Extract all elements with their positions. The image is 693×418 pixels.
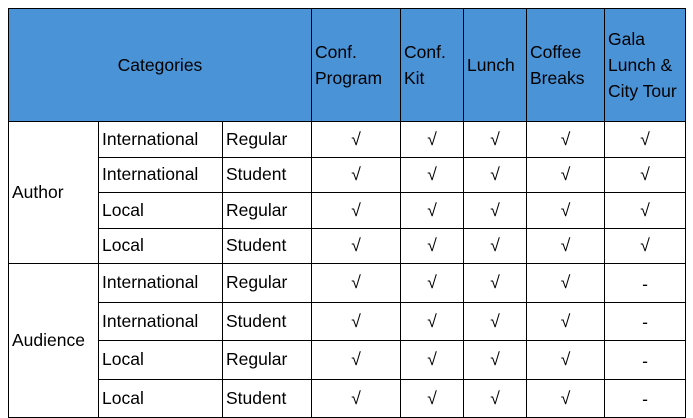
dash-cell: - — [605, 264, 686, 303]
col-header-gala-lunch-city-tour: Gala Lunch & City Tour — [605, 9, 686, 122]
table-row — [9, 264, 686, 303]
check-cell: √ — [401, 122, 464, 158]
col-header-conf-program: Conf. Program — [312, 9, 401, 122]
group-label: Audience — [9, 264, 99, 418]
check-cell: √ — [605, 193, 686, 229]
table-row — [9, 302, 686, 341]
check-cell: √ — [312, 341, 401, 380]
check-cell: √ — [312, 264, 401, 303]
type-cell: Regular — [223, 122, 312, 158]
type-cell: Student — [223, 302, 312, 341]
group-label: Author — [9, 122, 99, 264]
check-cell: √ — [527, 228, 605, 264]
check-cell: √ — [527, 157, 605, 193]
type-cell: Student — [223, 379, 312, 418]
check-cell: √ — [605, 157, 686, 193]
origin-cell: International — [99, 302, 223, 341]
table-row — [9, 122, 686, 158]
type-cell: Student — [223, 157, 312, 193]
check-cell: √ — [312, 122, 401, 158]
dash-cell: - — [605, 379, 686, 418]
origin-cell: Local — [99, 228, 223, 264]
check-cell: √ — [464, 157, 527, 193]
table-row — [9, 341, 686, 380]
col-header-lunch: Lunch — [464, 9, 527, 122]
check-cell: √ — [401, 341, 464, 380]
table-body — [9, 122, 686, 418]
benefits-table — [8, 8, 686, 418]
check-cell: √ — [527, 193, 605, 229]
table-row — [9, 228, 686, 264]
check-cell: √ — [527, 264, 605, 303]
type-cell: Regular — [223, 193, 312, 229]
type-cell: Regular — [223, 341, 312, 380]
check-cell: √ — [464, 302, 527, 341]
check-cell: √ — [312, 302, 401, 341]
check-cell: √ — [401, 228, 464, 264]
type-cell: Regular — [223, 264, 312, 303]
origin-cell: International — [99, 122, 223, 158]
col-header-conf-kit: Conf. Kit — [401, 9, 464, 122]
check-cell: √ — [401, 379, 464, 418]
header-row — [9, 9, 686, 122]
origin-cell: International — [99, 264, 223, 303]
dash-cell: - — [605, 302, 686, 341]
dash-cell: - — [605, 341, 686, 380]
check-cell: √ — [401, 157, 464, 193]
check-cell: √ — [312, 193, 401, 229]
check-cell: √ — [605, 122, 686, 158]
check-cell: √ — [527, 302, 605, 341]
origin-cell: Local — [99, 379, 223, 418]
check-cell: √ — [312, 157, 401, 193]
check-cell: √ — [401, 302, 464, 341]
table-row — [9, 193, 686, 229]
table-row — [9, 379, 686, 418]
check-cell: √ — [312, 379, 401, 418]
check-cell: √ — [464, 264, 527, 303]
check-cell: √ — [464, 193, 527, 229]
check-cell: √ — [527, 122, 605, 158]
origin-cell: International — [99, 157, 223, 193]
check-cell: √ — [464, 341, 527, 380]
check-cell: √ — [401, 193, 464, 229]
check-cell: √ — [312, 228, 401, 264]
col-header-coffee-breaks: Coffee Breaks — [527, 9, 605, 122]
check-cell: √ — [464, 379, 527, 418]
type-cell: Student — [223, 228, 312, 264]
check-cell: √ — [401, 264, 464, 303]
origin-cell: Local — [99, 193, 223, 229]
check-cell: √ — [527, 379, 605, 418]
check-cell: √ — [605, 228, 686, 264]
check-cell: √ — [464, 122, 527, 158]
origin-cell: Local — [99, 341, 223, 380]
check-cell: √ — [527, 341, 605, 380]
categories-header: Categories — [9, 9, 312, 122]
check-cell: √ — [464, 228, 527, 264]
table-row — [9, 157, 686, 193]
